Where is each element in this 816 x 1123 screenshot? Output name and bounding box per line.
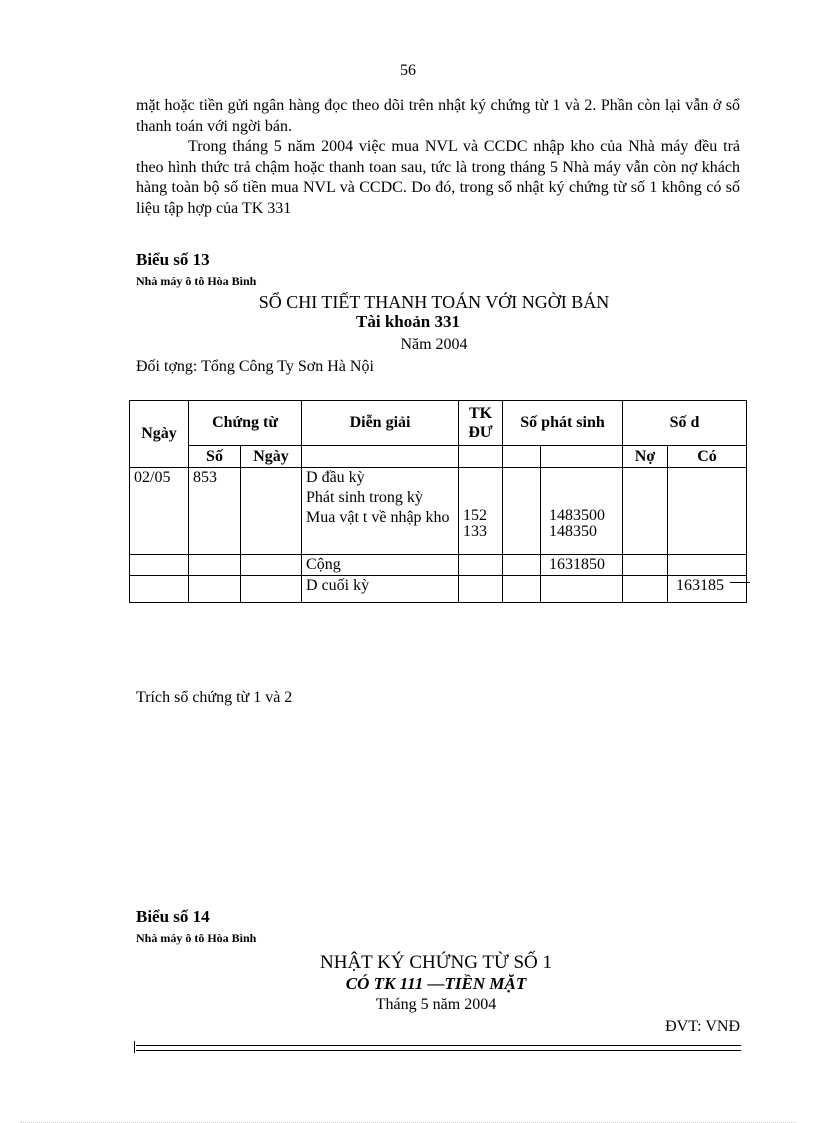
cell-arise-amount — [541, 468, 623, 555]
header-debit: Nợ — [623, 446, 668, 468]
header-voucher: Chứng từ — [189, 401, 302, 446]
form13-account: Tài khoản 331 — [356, 312, 460, 331]
header-row-2 — [130, 446, 747, 468]
header-arising: Số phát sinh — [503, 401, 623, 446]
intro-paragraph-2: Trong tháng 5 năm 2004 việc mua NVL và CCDC nhập kho của Nhà máy đều trả theo hình thức trả chậm hoặc thanh toan sau, tức là trong tháng 5 Nhà máy vẫn còn nợ khách hàng toàn bộ số tiền mua NVL và CCDC. Do đó, trong sổ nhật ký chứng từ số 1 không có số liệu tập hợp của TK 331 — [136, 138, 740, 217]
header-row-1 — [130, 401, 747, 446]
overflow-line — [730, 582, 750, 583]
desc-arising: Phát sinh trong kỳ — [306, 489, 423, 506]
header-number: Số — [189, 446, 241, 468]
header-blank-desc — [302, 446, 459, 468]
header-blank-arise-2 — [541, 446, 623, 468]
form14-company: Nhà máy ô tô Hòa Bình — [136, 931, 257, 945]
header-tk-du: TK ĐƯ — [459, 401, 503, 446]
header-blank-arise-1 — [503, 446, 541, 468]
table-row — [130, 576, 747, 603]
tk-133: 133 — [463, 523, 488, 540]
cell-debit — [623, 468, 668, 555]
page-number: 56 — [400, 62, 416, 79]
intro-line-1: mặt hoặc tiền gửi ngân hàng đọc theo dõi trên nhật ký chứng từ 1 và 2. Phần còn lại vẫn ở sổ thanh toán với ngời bán. — [136, 97, 740, 135]
cell-arise-blank — [503, 468, 541, 555]
cell-voucher-date — [241, 468, 302, 555]
cell-closing-credit: 163185 — [668, 576, 747, 603]
header-date: Ngày — [130, 401, 189, 468]
rule-tick — [134, 1041, 135, 1053]
desc-opening: D đầu kỳ — [306, 469, 365, 486]
cell-total-label: Cộng — [302, 555, 459, 576]
form14-title: NHẬT KÝ CHỨNG TỪ SỐ 1 — [320, 952, 552, 973]
form13-label: Biểu số 13 — [136, 250, 210, 269]
cell-credit — [668, 468, 747, 555]
form13-company: Nhà máy ô tô Hòa Bình — [136, 274, 257, 288]
amount-148350: 148350 — [549, 523, 598, 540]
form13-year: Năm 2004 — [400, 336, 468, 353]
header-description: Diễn giải — [302, 401, 459, 446]
cell-closing-label: D cuối kỳ — [302, 576, 459, 603]
cell-date: 02/05 — [130, 468, 189, 555]
double-rule-divider — [136, 1045, 741, 1051]
form13-subject: Đối tợng: Tổng Công Ty Sơn Hà Nội — [136, 358, 374, 375]
form14-label: Biểu số 14 — [136, 907, 210, 926]
form13-title: SỔ CHI TIẾT THANH TOÁN VỚI NGỜI BÁN — [258, 292, 610, 312]
header-blank-tk — [459, 446, 503, 468]
form14-subtitle: CÓ TK 111 —TIỀN MẶT — [345, 974, 527, 993]
tk-152: 152 — [463, 507, 488, 524]
form14-period: Tháng 5 năm 2004 — [375, 996, 497, 1013]
amount-1483500: 1483500 — [549, 507, 606, 524]
note-text: Trích sổ chứng từ 1 và 2 — [136, 689, 293, 706]
table-row — [130, 468, 747, 555]
cell-total-amount: 1631850 — [541, 555, 623, 576]
ledger-table — [129, 400, 747, 603]
cell-number: 853 — [189, 468, 241, 555]
cell-description — [302, 468, 459, 555]
header-credit: Có — [668, 446, 747, 468]
form14-unit: ĐVT: VNĐ — [665, 1018, 740, 1035]
cell-tk-du — [459, 468, 503, 555]
desc-purchase: Mua vật t về nhập kho — [306, 509, 450, 526]
intro-text — [136, 96, 740, 219]
header-balance: Số d — [623, 401, 747, 446]
table-row — [130, 555, 747, 576]
header-voucher-date: Ngày — [241, 446, 302, 468]
